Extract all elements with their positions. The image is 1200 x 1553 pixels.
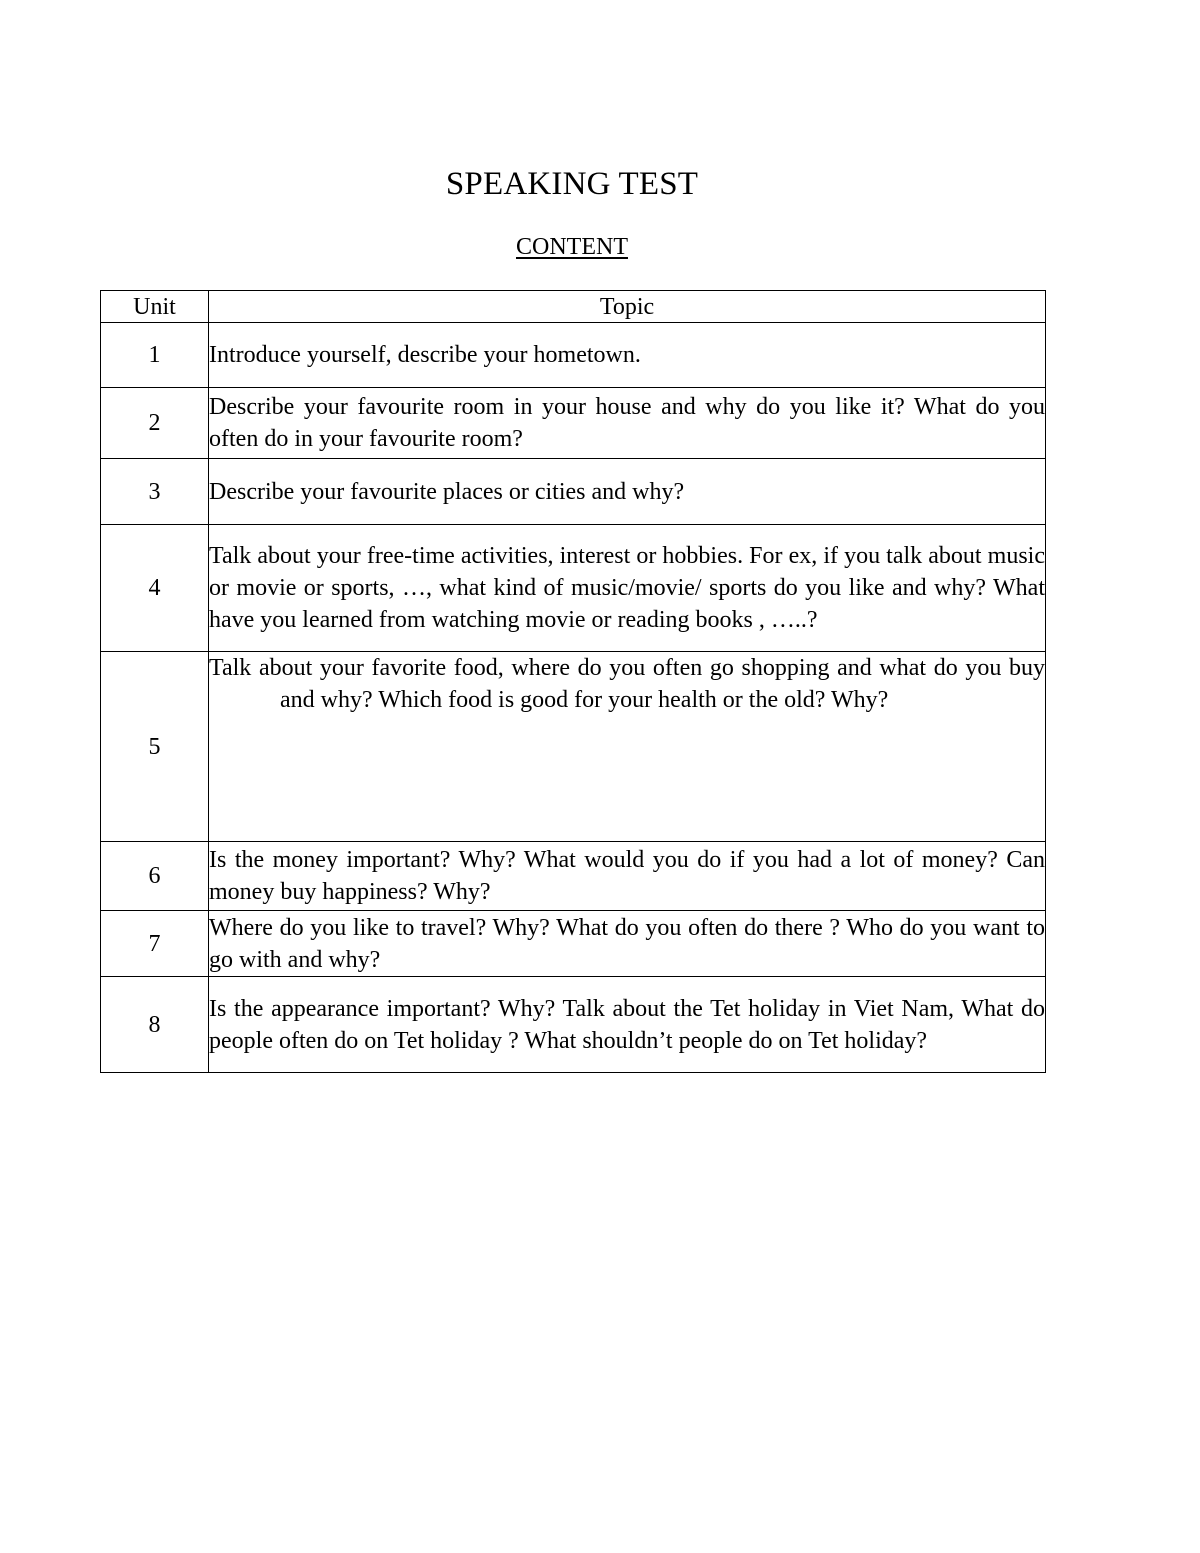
unit-number: 3 — [101, 459, 209, 525]
unit-number: 1 — [101, 323, 209, 388]
topics-table — [100, 290, 1046, 1073]
table-header-row — [101, 291, 1046, 323]
column-header-topic: Topic — [209, 291, 1046, 323]
table-row — [101, 652, 1046, 842]
unit-number: 6 — [101, 842, 209, 911]
table-row — [101, 459, 1046, 525]
unit-number: 4 — [101, 525, 209, 652]
topic-text: Describe your favourite places or cities and why? — [209, 459, 1046, 525]
topic-text: Is the appearance important? Why? Talk about the Tet holiday in Viet Nam, What do people often do on Tet holiday ? What shouldn’t people do on Tet holiday? — [209, 977, 1046, 1073]
table-row — [101, 525, 1046, 652]
topic-text: Describe your favourite room in your house and why do you like it? What do you often do in your favourite room? — [209, 388, 1046, 459]
unit-number: 8 — [101, 977, 209, 1073]
column-header-unit: Unit — [101, 291, 209, 323]
topic-text: Introduce yourself, describe your hometown. — [209, 323, 1046, 388]
topic-text: Talk about your favorite food, where do you often go shopping and what do you buy and why? Which food is good for your health or the old? Why? — [209, 655, 1045, 713]
topic-text: Where do you like to travel? Why? What do you often do there ? Who do you want to go with and why? — [209, 911, 1046, 977]
unit-number: 7 — [101, 911, 209, 977]
page-title: SPEAKING TEST — [445, 166, 699, 202]
unit-number: 5 — [101, 652, 209, 842]
topic-text: Is the money important? Why? What would you do if you had a lot of money? Can money buy happiness? Why? — [209, 842, 1046, 911]
table-row — [101, 388, 1046, 459]
table-row — [101, 977, 1046, 1073]
topic-text: Talk about your free-time activities, interest or hobbies. For ex, if you talk about music or movie or sports, …, what kind of music/movie/ sports do you like and why? What have you learned from watching movie or reading books , …..? — [209, 525, 1046, 652]
section-heading: CONTENT — [516, 234, 628, 260]
table-row — [101, 842, 1046, 911]
table-row — [101, 911, 1046, 977]
table-row — [101, 323, 1046, 388]
unit-number: 2 — [101, 388, 209, 459]
